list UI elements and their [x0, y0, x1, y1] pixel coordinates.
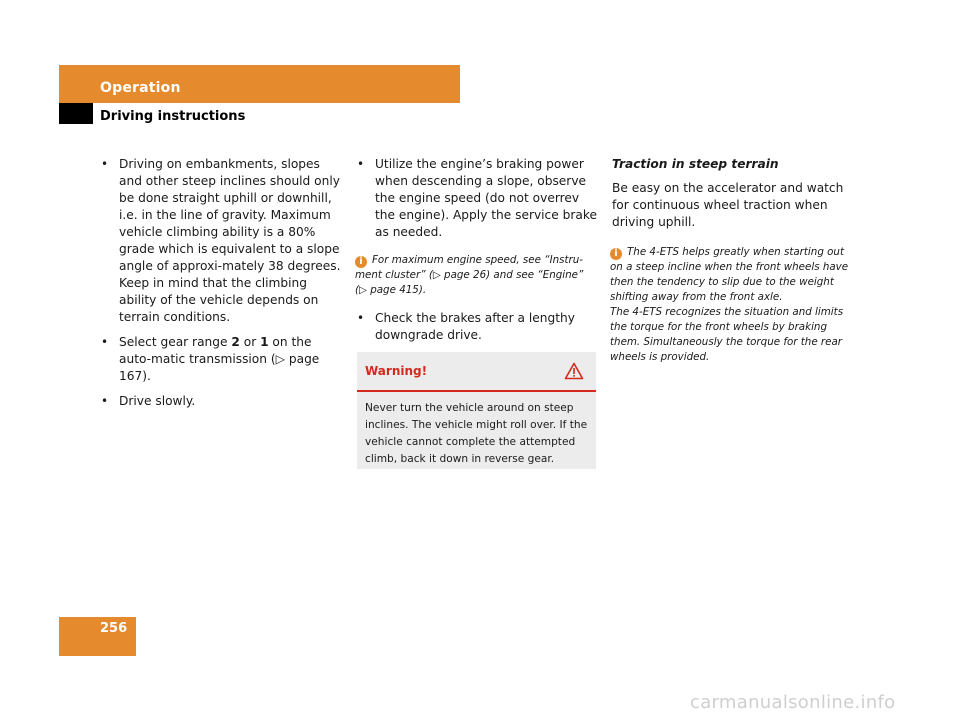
header-tab-marker — [59, 103, 93, 124]
info-note-text-continued: The 4-ETS recognizes the situation and limits the torque for the front wheels by braking them. Simultaneously the torque for the rear wheels is provided. — [610, 306, 844, 363]
subsection-title: Driving instructions — [100, 109, 246, 124]
bullet-icon: • — [101, 335, 109, 349]
info-note-text: For maximum engine speed, see “Instru-ment cluster” (▷ page 26) and see “Engine” (▷ page 415). — [355, 254, 584, 296]
column-right — [612, 156, 857, 377]
bullet-text: Drive slowly. — [119, 394, 196, 408]
warning-box — [357, 352, 596, 469]
bullet-icon: • — [101, 157, 109, 171]
info-icon: i — [355, 256, 367, 268]
info-note — [610, 245, 857, 365]
warning-header — [357, 352, 596, 392]
gear-value-2: 2 — [231, 335, 240, 349]
list-item — [101, 393, 341, 410]
info-note-text: The 4-ETS helps greatly when starting out on a steep incline when the front wheels have then the tendency to slip due to the weight shifting away from the front axle. — [610, 246, 849, 303]
bullet-text: Utilize the engine’s braking power when descending a slope, observe the engine speed (do not overrev the engine). Apply the service brake as needed. — [375, 157, 597, 239]
bullet-icon: • — [101, 394, 109, 408]
info-icon: i — [610, 248, 622, 260]
list-item — [357, 310, 597, 344]
gear-text-middle: or — [239, 335, 261, 349]
column-left — [101, 156, 341, 418]
watermark: carmanualsonline.info — [690, 692, 896, 713]
gear-value-1: 1 — [260, 335, 269, 349]
gear-text-prefix: Select gear range — [119, 335, 232, 349]
page-number: 256 — [100, 621, 128, 636]
warning-triangle-icon — [564, 362, 584, 384]
bullet-icon: • — [357, 157, 365, 171]
section-heading: Traction in steep terrain — [612, 157, 779, 171]
gear-text-suffix: on the auto-matic transmission (▷ page 167). — [119, 335, 320, 383]
list-item — [101, 334, 341, 385]
bullet-text: Driving on embankments, slopes and other steep inclines should only be done straight uphill or downhill, i.e. in the line of gravity. Maximum vehicle climbing ability is a 80% grade which is equivalent to a slope angle of approxi-mately 38 degrees. Keep in mind that the climbing ability of the vehicle depends on terrain conditions. — [119, 157, 341, 324]
bullet-text: Check the brakes after a lengthy downgrade drive. — [375, 311, 575, 342]
bullet-text — [119, 335, 319, 383]
column-middle — [357, 156, 597, 352]
list-item — [357, 156, 597, 241]
warning-text: Never turn the vehicle around on steep inclines. The vehicle might roll over. If the vehicle cannot complete the attempted climb, back it down in reverse gear. — [365, 402, 588, 465]
warning-label: Warning! — [365, 364, 428, 378]
info-note — [355, 253, 597, 298]
list-item — [101, 156, 341, 326]
bullet-icon: • — [357, 311, 365, 325]
body-paragraph: Be easy on the accelerator and watch for continuous wheel traction when driving uphill. — [612, 181, 844, 229]
section-title: Operation — [100, 80, 181, 96]
